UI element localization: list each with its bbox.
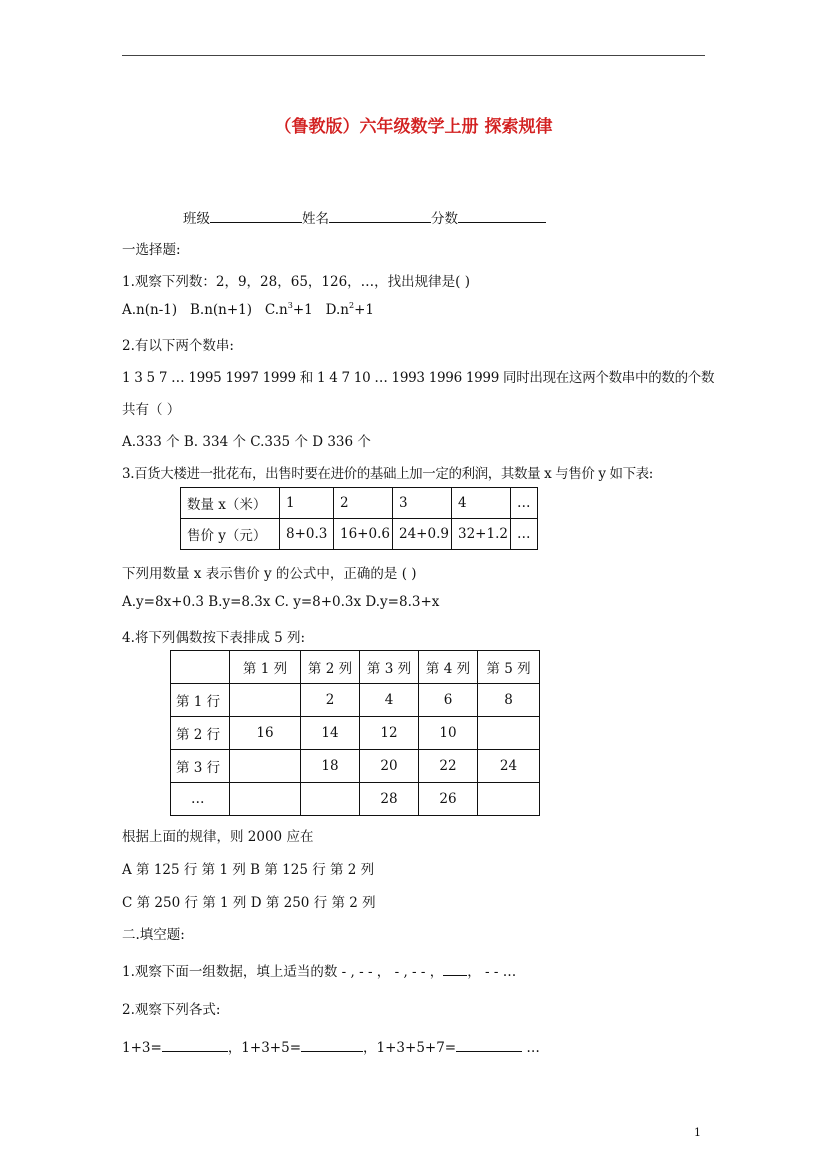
- table-cell: [230, 750, 301, 783]
- student-info-line: [183, 207, 546, 227]
- table-cell: [171, 651, 230, 684]
- table-cell: [478, 783, 540, 816]
- q1-option-c: $C.n^3+1$: [264, 300, 313, 318]
- name-label: 姓名: [302, 211, 329, 227]
- section-heading-fill: 二.填空题:: [122, 927, 185, 943]
- table-cell: 28: [360, 783, 419, 816]
- table-header-cell: 第 2 列: [301, 651, 360, 684]
- table-cell: 24: [478, 750, 540, 783]
- table-cell: 售价 y（元）: [181, 519, 280, 550]
- row-label: 第 3 行: [171, 750, 230, 783]
- table-header-cell: 第 5 列: [478, 651, 540, 684]
- table-header-cell: 第 4 列: [419, 651, 478, 684]
- table-cell: 4: [360, 684, 419, 717]
- question-2-options: A.333 个 B. 334 个 C.335 个 D 336 个: [122, 434, 371, 450]
- table-cell: 18: [301, 750, 360, 783]
- table-row: [181, 519, 538, 550]
- table-cell: 20: [360, 750, 419, 783]
- table-cell: 32+1.2: [452, 519, 511, 550]
- table-cell: 4: [452, 488, 511, 519]
- table-cell: 12: [360, 717, 419, 750]
- table-row: [171, 684, 540, 717]
- table-cell: 14: [301, 717, 360, 750]
- table-header-cell: 第 1 列: [230, 651, 301, 684]
- class-blank[interactable]: [210, 208, 302, 223]
- question-2: 2.有以下两个数串:: [122, 338, 234, 354]
- table-cell: 8: [478, 684, 540, 717]
- question-3-options: A.y=8x+0.3 B.y=8.3x C. y=8+0.3x D.y=8.3+x: [122, 594, 440, 610]
- question-1: 1.观察下列数：2，9，28，65，126，…，找出规律是( ): [122, 274, 471, 290]
- class-label: 班级: [183, 211, 210, 227]
- table-cell: 1: [280, 488, 334, 519]
- table-cell: 2: [334, 488, 393, 519]
- score-label: 分数: [431, 211, 458, 227]
- q1-option-b: B.n(n+1): [190, 302, 253, 318]
- table-row: [181, 488, 538, 519]
- table-cell: 8+0.3: [280, 519, 334, 550]
- table-cell: [301, 783, 360, 816]
- table-cell: 数量 x（米）: [181, 488, 280, 519]
- table-cell: 16: [230, 717, 301, 750]
- name-blank[interactable]: [329, 208, 431, 223]
- question-4-prompt: 根据上面的规律，则 2000 应在: [122, 829, 314, 845]
- question-4-options-cd: C 第 250 行 第 1 列 D 第 250 行 第 2 列: [122, 895, 376, 911]
- question-3-prompt: 下列用数量 x 表示售价 y 的公式中，正确的是 ( ): [122, 566, 417, 582]
- score-blank[interactable]: [458, 208, 546, 223]
- table-cell: 26: [419, 783, 478, 816]
- table-cell: 6: [419, 684, 478, 717]
- fill-question-2-expressions: 1+3= ，1+3+5= ，1+3+5+7= …: [122, 1036, 540, 1056]
- answer-blank[interactable]: [443, 961, 467, 976]
- table-cell: 24+0.9: [393, 519, 452, 550]
- page-number: 1: [694, 1126, 701, 1139]
- fill-question-2: 2.观察下列各式:: [122, 1002, 221, 1018]
- fill-question-1: 1.观察下面一组数据，填上适当的数 - , - - ， - , - - ， ， - - …: [122, 960, 516, 980]
- table-row: [171, 783, 540, 816]
- table-cell: …: [511, 519, 538, 550]
- price-table: [180, 487, 538, 550]
- question-4: 4.将下列偶数按下表排成 5 列:: [122, 630, 306, 646]
- question-1-options: [122, 302, 374, 318]
- row-label: …: [171, 783, 230, 816]
- table-cell: 16+0.6: [334, 519, 393, 550]
- table-cell: [230, 684, 301, 717]
- table-cell: [478, 717, 540, 750]
- table-cell: 2: [301, 684, 360, 717]
- even-number-table: [170, 650, 540, 816]
- table-cell: 3: [393, 488, 452, 519]
- table-cell: [230, 783, 301, 816]
- page-title: （鲁教版）六年级数学上册 探索规律: [274, 117, 553, 137]
- q1-option-a: A.n(n-1): [122, 302, 178, 318]
- table-row: [171, 750, 540, 783]
- q1-option-d: $D.n^2+1$: [325, 300, 374, 318]
- question-2-line-1: 1 3 5 7 … 1995 1997 1999 和 1 4 7 10 … 1993 1996 1999 同时出现在这两个数串中的数的个数: [122, 370, 715, 386]
- row-label: 第 2 行: [171, 717, 230, 750]
- question-3: 3.百货大楼进一批花布，出售时要在进价的基础上加一定的利润，其数量 x 与售价 y 如下表:: [122, 466, 653, 482]
- question-4-options-ab: A 第 125 行 第 1 列 B 第 125 行 第 2 列: [122, 862, 375, 878]
- table-row: [171, 717, 540, 750]
- header-rule: [122, 55, 705, 56]
- table-header-row: [171, 651, 540, 684]
- answer-blank[interactable]: [162, 1037, 228, 1052]
- answer-blank[interactable]: [301, 1037, 363, 1052]
- answer-blank[interactable]: [456, 1037, 522, 1052]
- row-label: 第 1 行: [171, 684, 230, 717]
- question-2-line-2: 共有（ ）: [122, 402, 181, 418]
- table-cell: 22: [419, 750, 478, 783]
- table-cell: …: [511, 488, 538, 519]
- table-header-cell: 第 3 列: [360, 651, 419, 684]
- table-cell: 10: [419, 717, 478, 750]
- section-heading-choice: 一选择题:: [122, 242, 181, 258]
